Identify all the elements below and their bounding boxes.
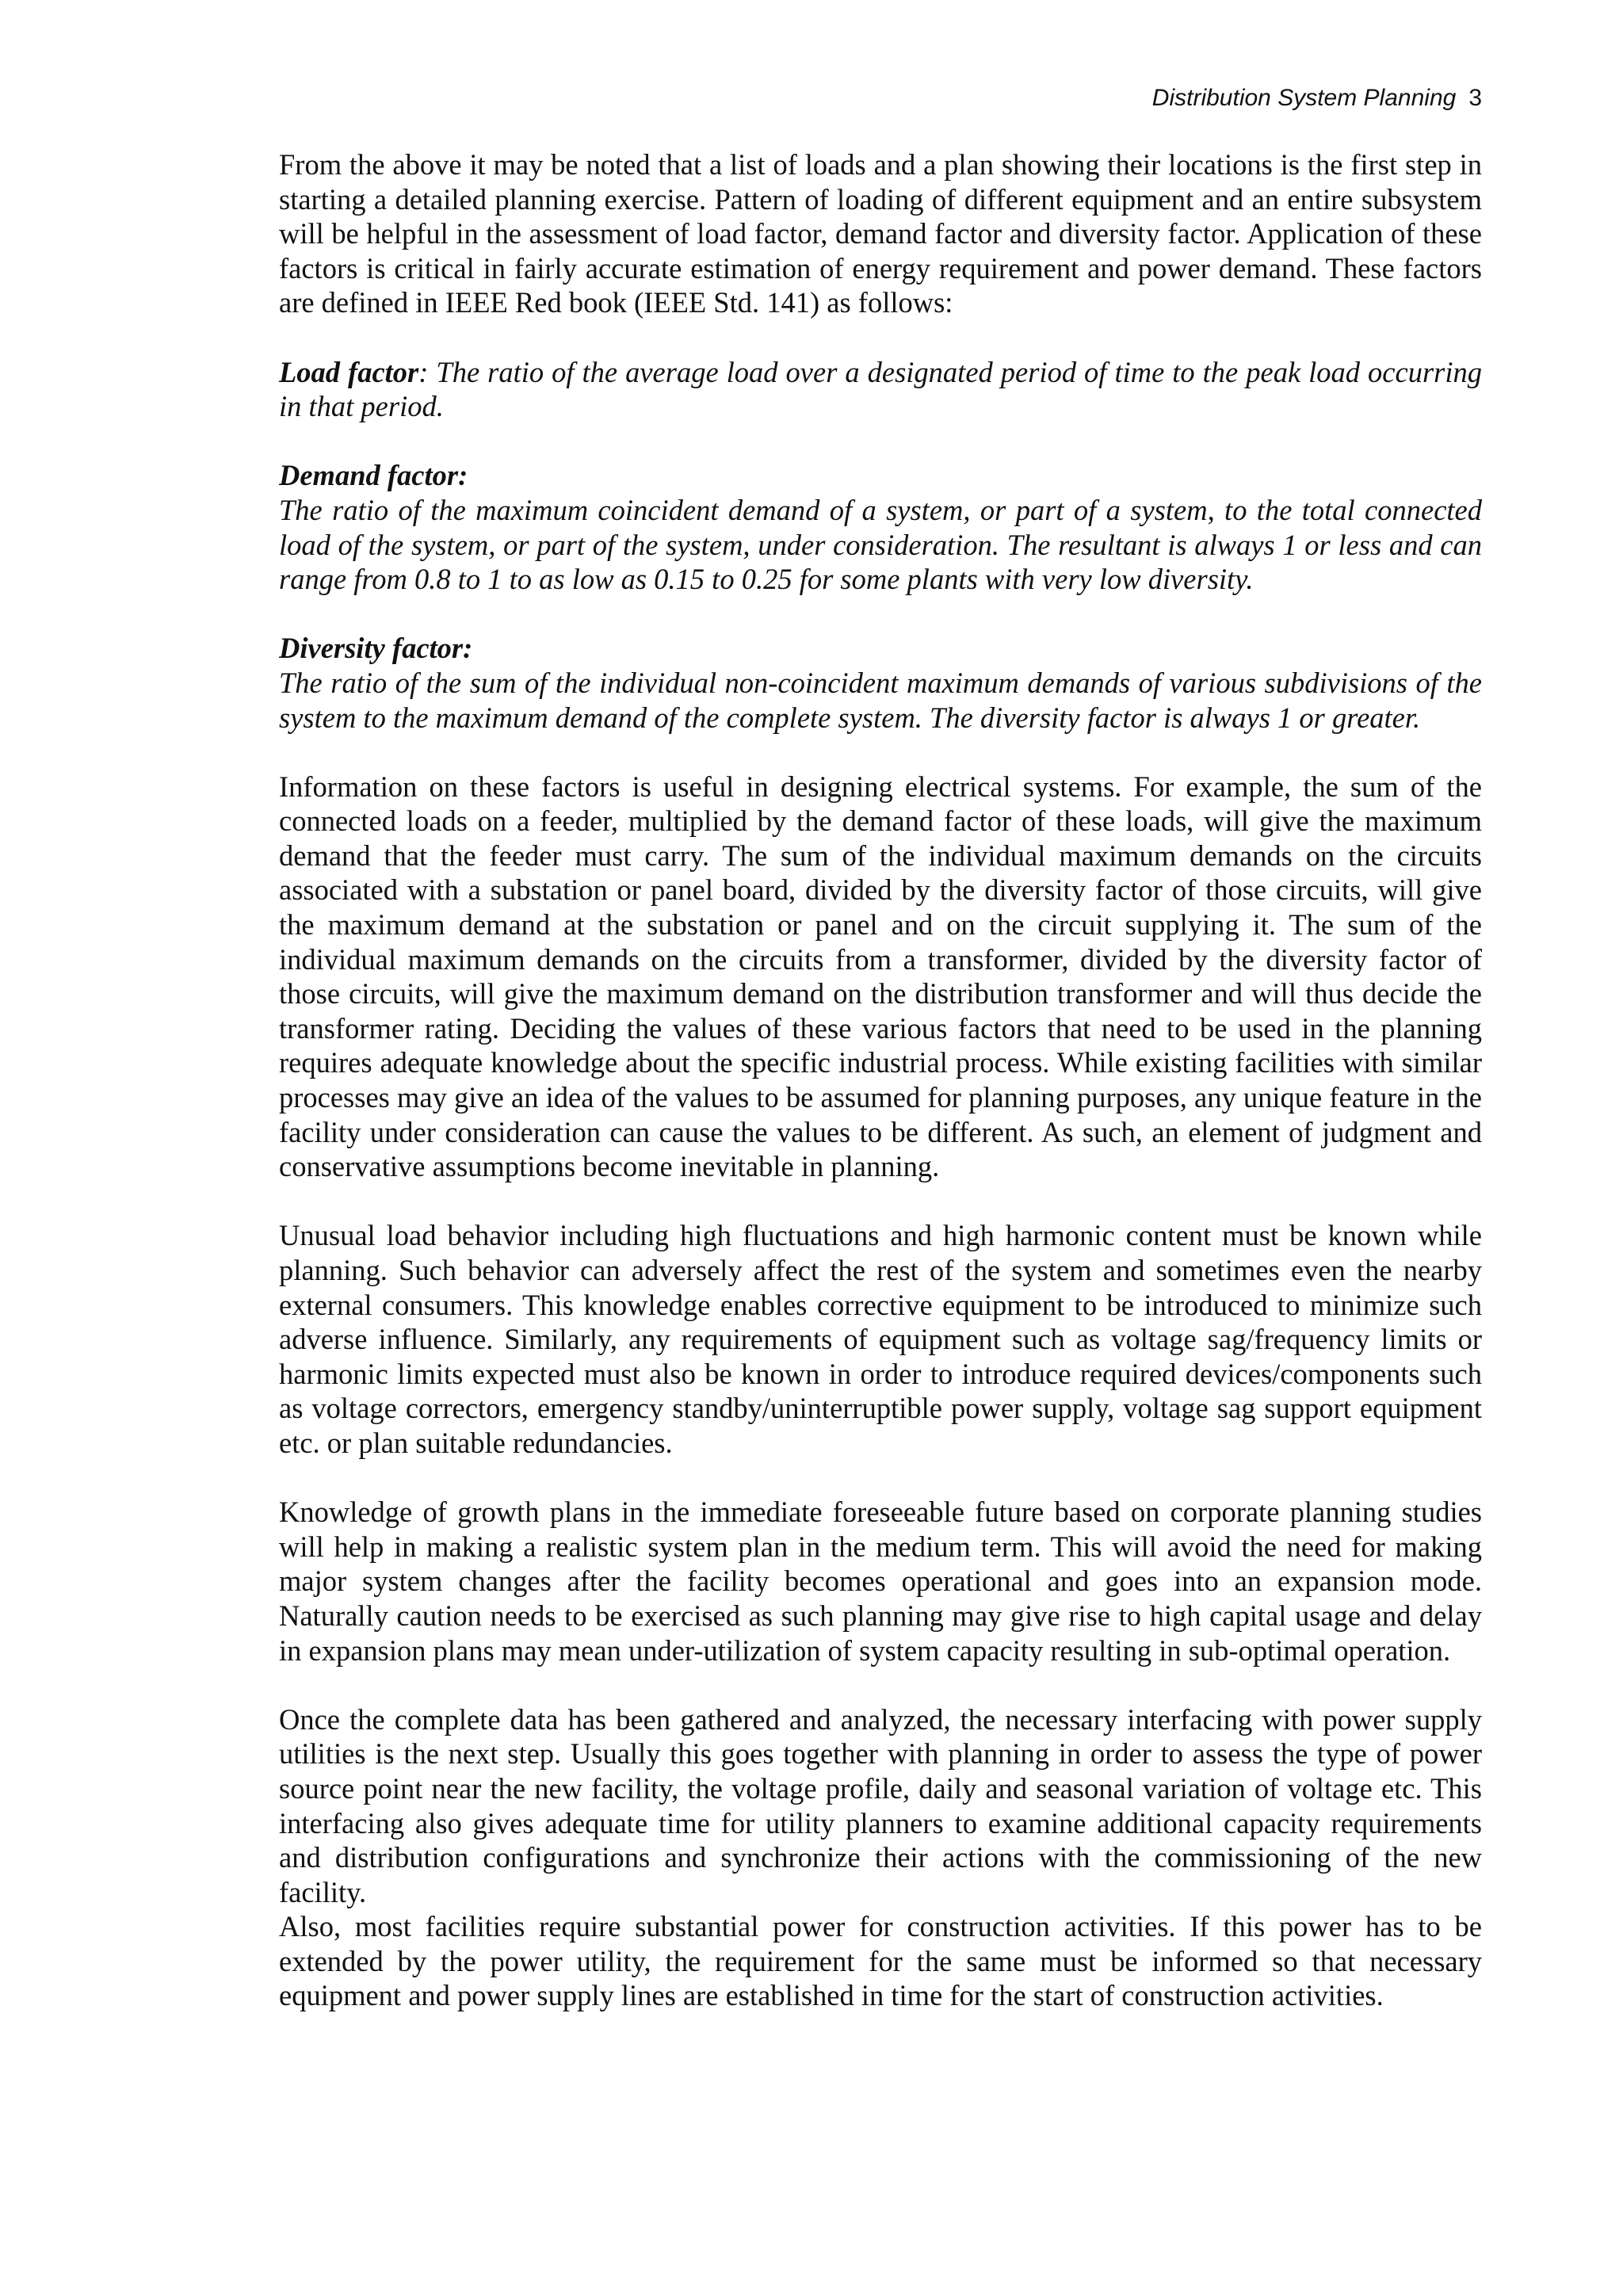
running-title: Distribution System Planning	[1151, 85, 1457, 111]
utility-interfacing-paragraph: Once the complete data has been gathered and analyzed, the necessary interfacing with power supply utilities is the next step. Usually this goes together with planning in order to assess the type of power source point near the new facility, the voltage profile, daily and seasonal variation of voltage etc. This interfacing also gives adequate time for utility planners to examine additional capacity requirements and distribution configurations and synchronize their actions with the commissioning of the new facility.	[279, 1702, 1482, 1908]
demand-factor-text: The ratio of the maximum coincident demand of a system, or part of a system, to the total connected load of the system, or part of the system, under consideration. The resultant is always 1 or less and can range from 0.8 to 1 to as low as 0.15 to 0.25 for some plants with very low diversity.	[279, 493, 1482, 596]
load-factor-term: Load factor	[279, 355, 419, 388]
intro-paragraph: From the above it may be noted that a list of loads and a plan showing their locations is the first step in starting a detailed planning exercise. Pattern of loading of different equipment and an entire subsystem will be helpful in the assessment of load factor, demand factor and diversity factor. Application of these factors is critical in fairly accurate estimation of energy requirement and power demand. These factors are defined in IEEE Red book (IEEE Std. 141) as follows:	[279, 148, 1482, 319]
load-factor-text: : The ratio of the average load over a designated period of time to the peak load occurring in that period.	[279, 355, 1482, 423]
load-factor-definition	[279, 355, 1482, 424]
demand-factor-term: Demand factor:	[279, 459, 468, 492]
growth-plans-paragraph: Knowledge of growth plans in the immediate foreseeable future based on corporate planning studies will help in making a realistic system plan in the medium term. This will avoid the need for making major system changes after the facility becomes operational and goes into an expansion mode. Naturally caution needs to be exercised as such planning may give rise to high capital usage and delay in expansion plans may mean under-utilization of system capacity resulting in sub-optimal operation.	[279, 1496, 1482, 1667]
page-number: 3	[1468, 85, 1482, 111]
demand-factor-definition	[279, 458, 1482, 596]
construction-power-paragraph: Also, most facilities require substantial power for construction activities. If this power has to be extended by the power utility, the requirement for the same must be informed so that necessary equipment and power supply lines are established in time for the start of construction activities.	[279, 1910, 1482, 2012]
diversity-factor-term: Diversity factor:	[279, 632, 473, 665]
page-body	[279, 147, 1482, 2013]
diversity-factor-definition	[279, 631, 1482, 735]
diversity-factor-text: The ratio of the sum of the individual non-coincident maximum demands of various subdivisions of the system to the maximum demand of the complete system. The diversity factor is always 1 or greater.	[279, 666, 1482, 734]
running-header	[279, 82, 1482, 114]
factors-use-paragraph: Information on these factors is useful in designing electrical systems. For example, the sum of the connected loads on a feeder, multiplied by the demand factor of these loads, will give the maximum demand that the feeder must carry. The sum of the individual maximum demands on the circuits associated with a substation or panel board, divided by the diversity factor of those circuits, will give the maximum demand at the substation or panel and on the circuit supplying it. The sum of the individual maximum demands on the circuits from a transformer, divided by the diversity factor of those circuits, will give the maximum demand on the distribution transformer and will thus decide the transformer rating. Deciding the values of these various factors that need to be used in the planning requires adequate knowledge about the specific industrial process. While existing facilities with similar processes may give an idea of the values to be assumed for planning purposes, any unique feature in the facility under consideration can cause the values to be different. As such, an element of judgment and conservative assumptions become inevitable in planning.	[279, 770, 1482, 1183]
unusual-load-paragraph: Unusual load behavior including high fluctuations and high harmonic content must be known while planning. Such behavior can adversely affect the rest of the system and sometimes even the nearby external consumers. This knowledge enables corrective equipment to be introduced to minimize such adverse influence. Similarly, any requirements of equipment such as voltage sag/frequency limits or harmonic limits expected must also be known in order to introduce required devices/components such as voltage correctors, emergency standby/uninterruptible power supply, voltage sag support equipment etc. or plan suitable redundancies.	[279, 1219, 1482, 1459]
